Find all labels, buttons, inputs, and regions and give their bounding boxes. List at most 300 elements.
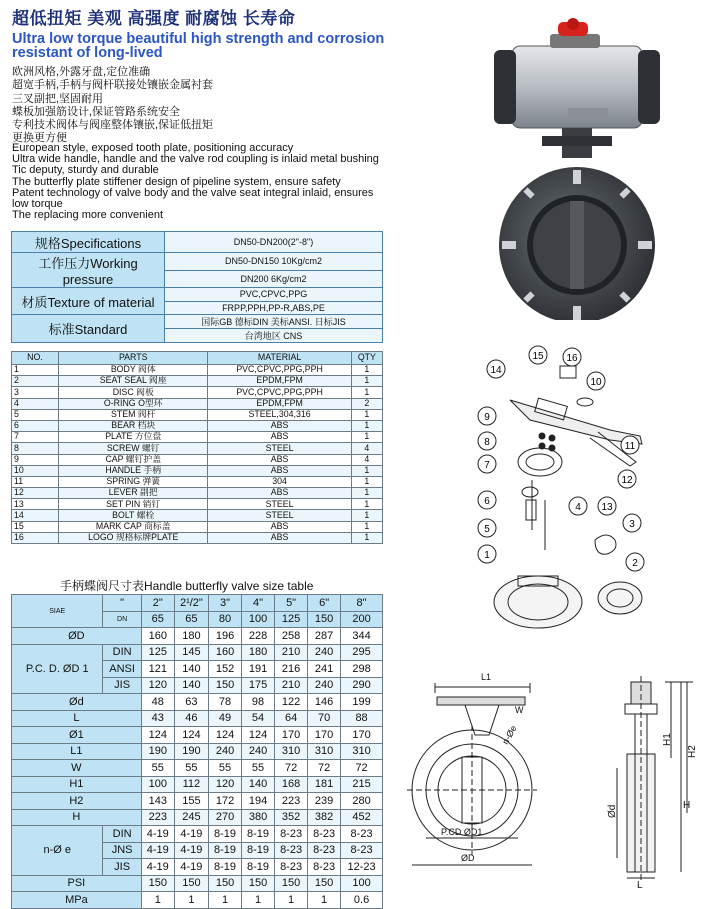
parts-header-parts: PARTS: [59, 352, 208, 365]
dim-label: DIN: [103, 644, 141, 661]
size-value: 223: [275, 793, 308, 810]
part-material: ABS: [208, 488, 351, 499]
dn-mark: DN: [103, 611, 141, 628]
part-qty: 1: [351, 476, 382, 487]
dn-size: 200: [341, 611, 383, 628]
inch-size: 5": [275, 595, 308, 612]
dim-label: H2: [12, 793, 142, 810]
size-value: 4-19: [141, 859, 174, 876]
svg-text:11: 11: [624, 441, 636, 452]
size-value: 8-23: [275, 859, 308, 876]
valve-product-photo: [472, 10, 702, 320]
dim-label: Ø1: [12, 727, 142, 744]
size-row: [12, 644, 383, 661]
size-value: 124: [242, 727, 275, 744]
dn-size: 80: [209, 611, 242, 628]
dim-label: W: [12, 760, 142, 777]
inch-mark: ": [103, 595, 141, 612]
size-row: [12, 809, 383, 826]
size-value: 88: [341, 710, 383, 727]
dim-h1: H1: [662, 733, 673, 746]
size-value: 172: [209, 793, 242, 810]
callout-14: [487, 360, 505, 378]
svg-text:5: 5: [484, 524, 490, 535]
part-qty: 4: [351, 454, 382, 465]
dn-size: 125: [275, 611, 308, 628]
dim-pcd: P.CD ØD1: [441, 827, 483, 837]
feature-en: Tic deputy, sturdy and durable: [12, 164, 159, 177]
dn-size: 100: [242, 611, 275, 628]
feature-en: Patent technology of valve body and the valve seat integral inlaid, ensures: [12, 186, 374, 199]
part-no: 8: [12, 443, 59, 454]
size-value: 55: [209, 760, 242, 777]
size-value: 8-23: [275, 842, 308, 859]
feature-en: European style, exposed tooth plate, positioning accuracy: [12, 142, 294, 154]
size-value: 8-23: [275, 826, 308, 843]
part-name: SET PIN 销钉: [59, 499, 208, 510]
callout-3: [623, 514, 641, 532]
size-value: 78: [209, 694, 242, 711]
size-value: 8-23: [341, 826, 383, 843]
feature-cn: 三叉副把,坚固耐用: [12, 92, 104, 105]
size-row: [12, 743, 383, 760]
dim-od: ØD: [461, 853, 475, 863]
dim-n-e: n-Øe: [500, 723, 519, 746]
size-value: 140: [174, 677, 208, 694]
title-english: Ultra low torque beautiful high strength and corrosion resistant of long-lived: [12, 31, 385, 61]
size-body: [12, 628, 383, 909]
pcd-group-label: P.C. D. ØD 1: [12, 644, 103, 694]
size-value: 4-19: [174, 842, 208, 859]
size-value: 146: [308, 694, 341, 711]
size-value: 64: [275, 710, 308, 727]
part-name: SPRING 弹簧: [59, 476, 208, 487]
size-value: 239: [308, 793, 341, 810]
part-no: 15: [12, 521, 59, 532]
feature-cn: 更换更方便: [12, 132, 67, 145]
part-material: ABS: [208, 454, 351, 465]
size-table: [11, 594, 383, 909]
size-value: 98: [242, 694, 275, 711]
size-value: 100: [341, 875, 383, 892]
size-value: 55: [141, 760, 174, 777]
part-qty: 1: [351, 432, 382, 443]
dim-l1: L1: [481, 672, 492, 682]
size-value: 72: [275, 760, 308, 777]
size-value: 143: [141, 793, 174, 810]
material-label: 材质Texture of material: [12, 288, 165, 315]
size-value: 210: [275, 644, 308, 661]
size-value: 12-23: [341, 859, 383, 876]
size-value: 199: [341, 694, 383, 711]
svg-text:15: 15: [532, 351, 544, 362]
parts-row: [12, 387, 383, 398]
part-name: BODY 阀体: [59, 365, 208, 376]
material-value: FRPP,PPH,PP-R,ABS,PE: [165, 301, 383, 315]
size-value: 145: [174, 644, 208, 661]
part-material: EPDM,FPM: [208, 376, 351, 387]
size-value: 54: [242, 710, 275, 727]
part-no: 5: [12, 409, 59, 420]
pressure-label: 工作压力Working pressure: [12, 253, 165, 288]
size-value: 310: [341, 743, 383, 760]
size-row: [12, 793, 383, 810]
size-value: 1: [242, 892, 275, 909]
size-row: [12, 628, 383, 645]
dim-label: H: [12, 809, 142, 826]
size-value: 290: [341, 677, 383, 694]
size-value: 270: [209, 809, 242, 826]
svg-text:1: 1: [484, 550, 490, 561]
part-material: ABS: [208, 420, 351, 431]
dim-label: JNS: [103, 842, 141, 859]
part-qty: 1: [351, 420, 382, 431]
size-row: [12, 875, 383, 892]
size-value: 215: [341, 776, 383, 793]
part-name: LOGO 规格标牌PLATE: [59, 532, 208, 543]
size-value: 55: [242, 760, 275, 777]
size-value: 287: [308, 628, 341, 645]
size-value: 72: [308, 760, 341, 777]
spec-label: 规格Specifications: [12, 232, 165, 253]
standard-label: 标准Standard: [12, 315, 165, 343]
size-value: 216: [275, 661, 308, 678]
feature-cn: 专利技术阀体与阀座整体镶嵌,保证低扭矩: [12, 119, 214, 132]
part-no: 10: [12, 465, 59, 476]
svg-text:14: 14: [490, 365, 502, 376]
size-value: 191: [242, 661, 275, 678]
parts-body: [12, 365, 383, 544]
part-no: 11: [12, 476, 59, 487]
part-name: MARK CAP 商标盖: [59, 521, 208, 532]
size-value: 175: [242, 677, 275, 694]
inch-size: 4": [242, 595, 275, 612]
dim-label: L1: [12, 743, 142, 760]
features-chinese: [12, 66, 213, 146]
size-value: 170: [341, 727, 383, 744]
size-value: 63: [174, 694, 208, 711]
callout-1: [478, 545, 496, 563]
size-value: 124: [141, 727, 174, 744]
size-value: 295: [341, 644, 383, 661]
dim-label: JIS: [103, 859, 141, 876]
size-value: 46: [174, 710, 208, 727]
material-value: PVC,CPVC,PPG: [165, 288, 383, 302]
size-value: 100: [141, 776, 174, 793]
callout-7: [478, 455, 496, 473]
part-qty: 1: [351, 532, 382, 543]
dim-h: H: [683, 800, 691, 811]
size-value: 170: [275, 727, 308, 744]
feature-en: The replacing more convenient: [12, 209, 164, 222]
part-qty: 4: [351, 443, 382, 454]
part-no: 2: [12, 376, 59, 387]
parts-row: [12, 443, 383, 454]
dn-size: 150: [308, 611, 341, 628]
size-value: 8-19: [209, 826, 242, 843]
size-value: 8-23: [308, 859, 341, 876]
part-material: PVC,CPVC,PPG,PPH: [208, 365, 351, 376]
standard-value: 国际GB 德标DIN 美标ANSI. 日标JIS: [165, 315, 383, 329]
size-value: 310: [308, 743, 341, 760]
inch-size: 2¹/2": [174, 595, 208, 612]
size-value: 121: [141, 661, 174, 678]
size-value: 228: [242, 628, 275, 645]
size-value: 258: [275, 628, 308, 645]
dim-label: ANSI: [103, 661, 141, 678]
svg-text:16: 16: [566, 353, 578, 364]
parts-row: [12, 521, 383, 532]
size-value: 280: [341, 793, 383, 810]
size-value: 150: [209, 677, 242, 694]
part-no: 14: [12, 510, 59, 521]
part-qty: 1: [351, 521, 382, 532]
size-table-title: 手柄蝶阀尺寸表Handle butterfly valve size table: [60, 579, 314, 593]
size-value: 1: [141, 892, 174, 909]
callout-15: [529, 346, 547, 364]
dn-size: 65: [174, 611, 208, 628]
size-value: 181: [308, 776, 341, 793]
parts-row: [12, 510, 383, 521]
dim-h2: H2: [687, 745, 698, 758]
feature-en: Ultra wide handle, handle and the valve rod coupling is inlaid metal bushing: [12, 153, 379, 166]
ne-group-label: n-Ø e: [12, 826, 103, 876]
size-value: 49: [209, 710, 242, 727]
part-qty: 1: [351, 365, 382, 376]
part-name: BEAR 档块: [59, 420, 208, 431]
size-value: 120: [141, 677, 174, 694]
parts-row: [12, 376, 383, 387]
dim-label: JIS: [103, 677, 141, 694]
size-value: 223: [141, 809, 174, 826]
feature-cn: 超宽手柄,手柄与阀杆联接处镶嵌金属衬套: [12, 79, 214, 92]
parts-row: [12, 409, 383, 420]
part-no: 12: [12, 488, 59, 499]
part-name: HANDLE 手柄: [59, 465, 208, 476]
size-value: 4-19: [141, 842, 174, 859]
part-qty: 2: [351, 398, 382, 409]
size-value: 240: [209, 743, 242, 760]
parts-row: [12, 432, 383, 443]
size-value: 8-19: [209, 842, 242, 859]
feature-cn: 蝶板加强筋设计,保证管路系统安全: [12, 105, 181, 118]
size-value: 298: [341, 661, 383, 678]
size-row: [12, 727, 383, 744]
size-value: 382: [308, 809, 341, 826]
callout-11: [621, 436, 639, 454]
part-material: ABS: [208, 465, 351, 476]
side-dimension-drawing: [595, 668, 705, 890]
part-name: DISC 阀板: [59, 387, 208, 398]
size-value: 1: [308, 892, 341, 909]
parts-table: [11, 351, 383, 544]
inch-size: 3": [209, 595, 242, 612]
parts-row: [12, 476, 383, 487]
parts-header-no: NO.: [12, 352, 59, 365]
part-name: SEAT SEAL 阀座: [59, 376, 208, 387]
specifications-table: [11, 231, 383, 343]
size-value: 241: [308, 661, 341, 678]
parts-row: [12, 532, 383, 543]
size-value: 120: [209, 776, 242, 793]
svg-text:8: 8: [484, 437, 490, 448]
size-value: 8-19: [242, 842, 275, 859]
part-qty: 1: [351, 376, 382, 387]
dim-w: W: [515, 705, 524, 715]
parts-row: [12, 465, 383, 476]
svg-text:13: 13: [601, 502, 613, 513]
size-value: 4-19: [174, 826, 208, 843]
callout-12: [618, 470, 636, 488]
dim-label: Ød: [12, 694, 142, 711]
parts-row: [12, 454, 383, 465]
size-value: 55: [174, 760, 208, 777]
size-value: 8-23: [341, 842, 383, 859]
size-value: 140: [242, 776, 275, 793]
size-value: 240: [242, 743, 275, 760]
part-name: STEM 阀杆: [59, 409, 208, 420]
size-value: 240: [308, 644, 341, 661]
part-name: PLATE 方位盘: [59, 432, 208, 443]
size-row: [12, 892, 383, 909]
size-value: 124: [174, 727, 208, 744]
callout-8: [478, 432, 496, 450]
size-value: 190: [174, 743, 208, 760]
size-value: 194: [242, 793, 275, 810]
callout-4: [569, 497, 587, 515]
standard-value: 台湾地区 CNS: [165, 329, 383, 343]
size-row: [12, 710, 383, 727]
dim-label: PSI: [12, 875, 142, 892]
size-value: 150: [308, 875, 341, 892]
part-qty: 1: [351, 488, 382, 499]
part-name: CAP 螺钉护盖: [59, 454, 208, 465]
size-value: 380: [242, 809, 275, 826]
size-value: 1: [174, 892, 208, 909]
size-value: 1: [209, 892, 242, 909]
part-material: STEEL: [208, 443, 351, 454]
size-value: 0.6: [341, 892, 383, 909]
size-value: 168: [275, 776, 308, 793]
size-value: 155: [174, 793, 208, 810]
part-no: 6: [12, 420, 59, 431]
parts-header-qty: QTY: [351, 352, 382, 365]
pressure-value: DN200 6Kg/cm2: [165, 270, 383, 288]
size-value: 43: [141, 710, 174, 727]
size-row: [12, 760, 383, 777]
size-value: 8-23: [308, 826, 341, 843]
part-name: O-RING O型环: [59, 398, 208, 409]
siae-label: SIAE: [12, 595, 103, 628]
svg-text:12: 12: [621, 475, 633, 486]
dim-d: Ød: [607, 804, 618, 818]
size-value: 210: [275, 677, 308, 694]
feature-en: low torque: [12, 198, 63, 211]
size-value: 8-19: [242, 826, 275, 843]
part-qty: 1: [351, 499, 382, 510]
size-value: 452: [341, 809, 383, 826]
inch-size: 8": [341, 595, 383, 612]
size-value: 122: [275, 694, 308, 711]
part-qty: 1: [351, 465, 382, 476]
callout-6: [478, 491, 496, 509]
size-value: 8-19: [242, 859, 275, 876]
size-value: 344: [341, 628, 383, 645]
part-name: SCREW 螺钉: [59, 443, 208, 454]
inch-size: 2": [141, 595, 174, 612]
size-value: 72: [341, 760, 383, 777]
callout-9: [478, 407, 496, 425]
size-value: 4-19: [141, 826, 174, 843]
part-no: 9: [12, 454, 59, 465]
size-value: 1: [275, 892, 308, 909]
part-name: LEVER 副把: [59, 488, 208, 499]
part-material: EPDM,FPM: [208, 398, 351, 409]
part-qty: 1: [351, 510, 382, 521]
part-material: STEEL: [208, 510, 351, 521]
size-value: 125: [141, 644, 174, 661]
dn-size: 65: [141, 611, 174, 628]
part-material: PVC,CPVC,PPG,PPH: [208, 387, 351, 398]
svg-text:10: 10: [590, 377, 602, 388]
dim-label: ØD: [12, 628, 142, 645]
part-no: 16: [12, 532, 59, 543]
title-chinese: 超低扭矩 美观 高强度 耐腐蚀 长寿命: [12, 9, 296, 28]
part-no: 7: [12, 432, 59, 443]
size-row: [12, 694, 383, 711]
size-value: 245: [174, 809, 208, 826]
callout-2: [626, 553, 644, 571]
parts-row: [12, 499, 383, 510]
size-value: 150: [242, 875, 275, 892]
spec-value: DN50-DN200(2"-8"): [165, 232, 383, 253]
svg-text:6: 6: [484, 496, 490, 507]
parts-row: [12, 398, 383, 409]
size-value: 124: [209, 727, 242, 744]
parts-row: [12, 365, 383, 376]
exploded-view-drawing: [470, 340, 705, 650]
size-value: 8-19: [209, 859, 242, 876]
size-value: 4-19: [174, 859, 208, 876]
part-material: ABS: [208, 432, 351, 443]
size-value: 70: [308, 710, 341, 727]
part-no: 3: [12, 387, 59, 398]
pressure-value: DN50-DN150 10Kg/cm2: [165, 253, 383, 271]
size-value: 150: [174, 875, 208, 892]
callout-10: [587, 372, 605, 390]
size-value: 150: [209, 875, 242, 892]
part-no: 13: [12, 499, 59, 510]
size-value: 112: [174, 776, 208, 793]
size-value: 8-23: [308, 842, 341, 859]
parts-row: [12, 420, 383, 431]
part-material: STEEL: [208, 499, 351, 510]
part-material: STEEL,304,316: [208, 409, 351, 420]
part-qty: 1: [351, 387, 382, 398]
callout-5: [478, 519, 496, 537]
part-material: ABS: [208, 521, 351, 532]
size-value: 352: [275, 809, 308, 826]
dim-label: L: [12, 710, 142, 727]
parts-header-material: MATERIAL: [208, 352, 351, 365]
size-row: [12, 826, 383, 843]
inch-size: 6": [308, 595, 341, 612]
feature-cn: 欧洲风格,外露牙盘,定位准确: [12, 66, 151, 78]
part-material: 304: [208, 476, 351, 487]
size-value: 196: [209, 628, 242, 645]
size-value: 160: [209, 644, 242, 661]
size-value: 180: [174, 628, 208, 645]
